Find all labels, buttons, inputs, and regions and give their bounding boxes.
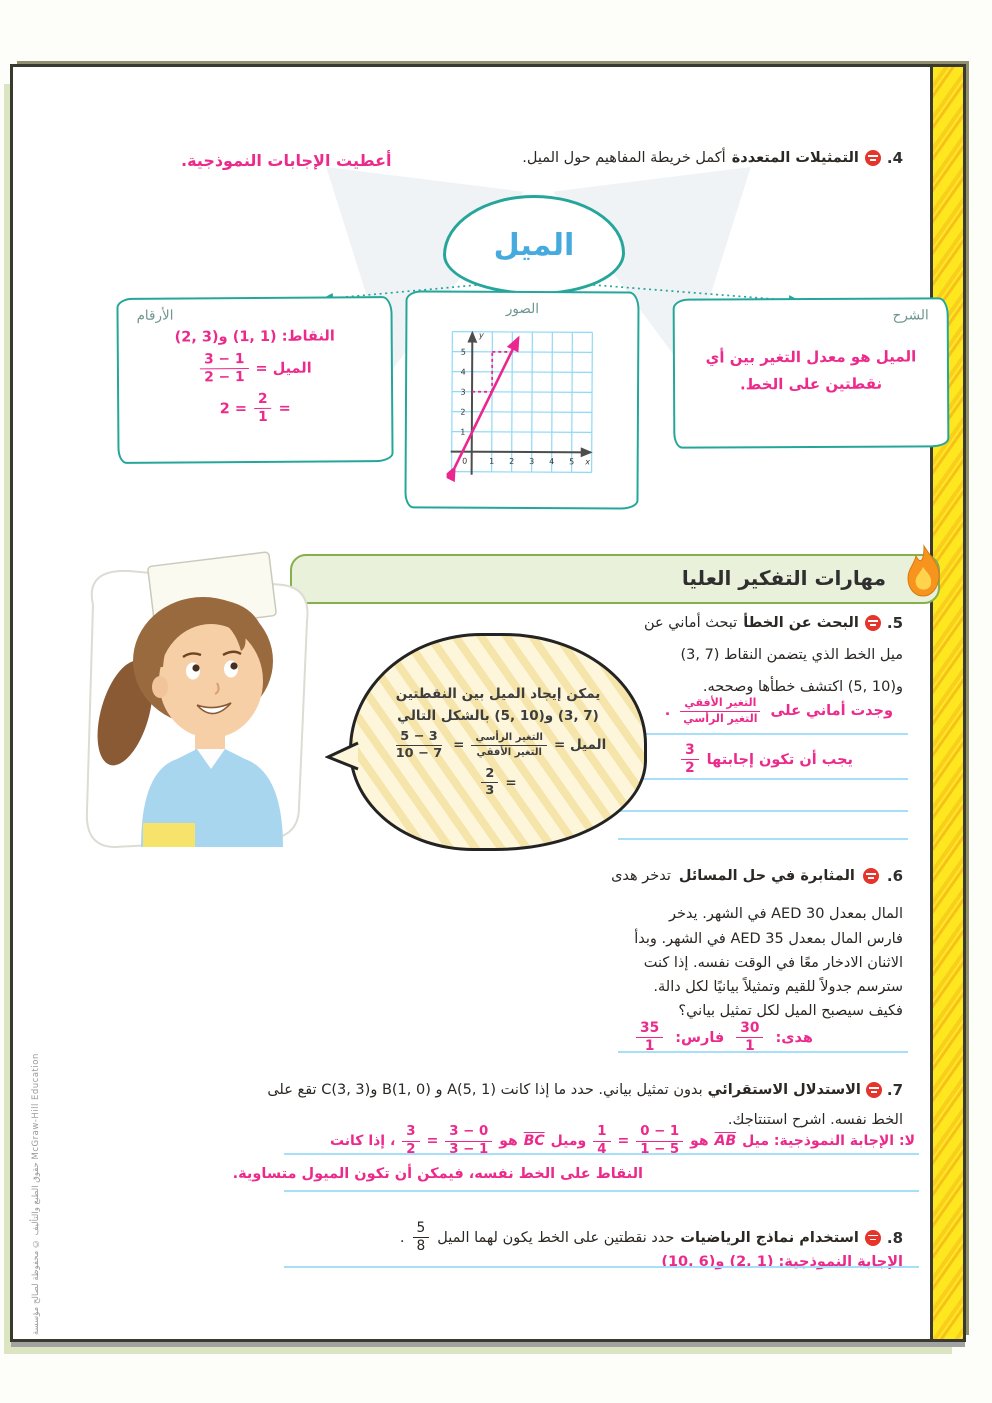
q7-line2: الخط نفسه. اشرح استنتاجك. [727, 1112, 903, 1128]
slope-equation-2 [220, 392, 291, 426]
q6-answer: هدى: $\frac{30}{1}$ فارس: $\frac{35}{1}$ [634, 1021, 813, 1054]
segment-BC: $\overline{BC}$ [523, 1133, 545, 1150]
standard-badge-icon [866, 1082, 882, 1098]
numbers-box [116, 296, 393, 464]
copyright-vertical: حقوق الطبع والتأليف © محفوظة لصالح مؤسسة McGraw-Hill Education [31, 1053, 41, 1335]
points-line: النقاط: ‪(1, 1)‬ و‪(2, 3)‬ [174, 328, 335, 346]
girl-illustration [71, 545, 345, 863]
x-axis [451, 452, 591, 453]
explain-text: الميل هو معدل التغير بين أي نقطتين على الخط. [705, 347, 917, 394]
q6-line6: فكيف سيصبح الميل لكل تمثيل بياني؟ [678, 1003, 903, 1019]
q6-header [611, 867, 903, 885]
slope-graph [447, 327, 598, 488]
answer-line [618, 1051, 908, 1053]
q5-line1: تبحث أماني عن [643, 615, 738, 631]
fraction: $\frac{0 - 1}{1 - 5}$ [636, 1125, 683, 1157]
fraction: $\frac{2}{1}$ [254, 392, 272, 425]
x-axis-label: x [585, 457, 591, 467]
q7-number: 7. [886, 1081, 903, 1099]
q6-line4: الاثنان الادخار معًا في الوقت نفسه. إذا كنت [643, 955, 903, 971]
slope-equation-1 [198, 352, 312, 386]
svg-text:3: 3 [529, 457, 535, 467]
answer-line [284, 1153, 919, 1155]
fraction: $\frac{2}{3}$ [481, 767, 498, 798]
q6-line2: المال بمعدل ‪AED 30‬ في الشهر. يدخر [668, 906, 903, 922]
flame-icon [904, 543, 944, 601]
explain-box [673, 297, 950, 448]
worksheet-page [10, 64, 966, 1342]
q4-header [522, 149, 903, 167]
shirt-hem [143, 823, 195, 847]
q6-title: المثابرة في حل المسائل [678, 868, 855, 884]
equals-sign: = [278, 400, 291, 417]
face [159, 624, 263, 738]
q8-line1b: . [399, 1229, 405, 1246]
fraction: $\frac{\text{التغير الأفقي}}{\text{التغير الرأسي}}$ [679, 697, 761, 725]
answer-line [618, 733, 908, 735]
svg-text:1: 1 [460, 427, 466, 437]
fraction: $\frac{35}{1}$ [636, 1021, 663, 1054]
standard-badge-icon [863, 868, 879, 884]
q7-line1: بدون تمثيل بياني. حدد ما إذا كانت ‪A(5, 1)‬ و ‪B(1, 0)‬ و‪C(3, 3)‬ تقع على [267, 1082, 703, 1098]
answer-line [618, 810, 908, 812]
q8-answer: الإجابة النموذجية: ‪(2, 1)‬ و‪(10, 6)‬ [661, 1254, 903, 1270]
q4-prompt: أكمل خريطة المفاهيم حول الميل. [522, 150, 726, 166]
q6-line3: فارس المال بمعدل ‪AED 35‬ في الشهر. وبدأ [634, 931, 903, 947]
answer-line [284, 1266, 919, 1268]
answer-line [618, 838, 908, 840]
q7-header [267, 1081, 903, 1099]
svg-text:4: 4 [460, 367, 466, 377]
standard-badge-icon [865, 150, 881, 166]
q4-title: التمثيلات المتعددة [731, 150, 859, 166]
pictures-box-label: الصور [505, 300, 540, 318]
page-edge-stripe [930, 67, 963, 1339]
answer-line [284, 1190, 919, 1192]
svg-text:2: 2 [460, 407, 466, 417]
q7-answer-line2: النقاط على الخط نفسه، فيمكن أن تكون الميول متساوية. [232, 1166, 643, 1182]
section-header [290, 554, 940, 604]
slope-oval-label: الميل [493, 227, 575, 263]
q5-line3: و‪(5, 10)‬ اكتشف خطأها وصححه. [702, 679, 903, 695]
y-axis-label: y [478, 330, 484, 340]
numbers-box-label: الأرقام [136, 307, 174, 324]
q8-title: استخدام نماذج الرياضيات [680, 1229, 859, 1246]
ear [152, 676, 168, 698]
fraction: $\frac{\text{التغير الرأسي}}{\text{التغير الأفقي}}$ [471, 732, 546, 758]
standard-badge-icon [865, 1230, 881, 1246]
svg-text:3: 3 [460, 387, 466, 397]
q6-number: 6. [886, 867, 903, 885]
svg-text:4: 4 [549, 457, 555, 467]
svg-text:2: 2 [509, 456, 515, 466]
standard-badge-icon [865, 615, 881, 631]
q5-header [644, 614, 903, 632]
q5-answer-part1: وجدت أماني على $\frac{\text{التغير الأفقي}}{\text{التغير الرأسي}}$ . [664, 696, 893, 725]
bubble-equation: الميل = $\frac{\text{التغير الرأسي}}{\text{التغير الأفقي}}$ = $\frac{5 - 3}{10 - 7}$ [390, 730, 607, 761]
y-axis [472, 333, 473, 475]
fraction: $\frac{3}{2}$ [402, 1125, 419, 1157]
svg-text:1: 1 [489, 456, 495, 466]
svg-text:5: 5 [569, 457, 575, 467]
fraction: $\frac{5 - 3}{10 - 7}$ [395, 728, 443, 761]
q5-line2: ميل الخط الذي يتضمن النقاط ‪(3, 7)‬ [680, 647, 903, 663]
pictures-box [404, 290, 639, 509]
q6-line1: تدخر هدى [611, 868, 671, 884]
q4-number: 4. [886, 149, 903, 167]
answer-line [618, 778, 908, 780]
fraction: $\frac{1}{4}$ [593, 1125, 610, 1157]
explain-box-label: الشرح [892, 307, 929, 324]
fraction: $\frac{30}{1}$ [736, 1021, 763, 1054]
slope-line [455, 338, 519, 468]
bubble-line-2: ‪(3, 7)‬ و‪(5, 10)‬ بالشكل التالي [397, 707, 599, 724]
q7-title: الاستدلال الاستقرائي [707, 1082, 861, 1098]
q5-answer-part2: يجب أن تكون إجابتها $\frac{3}{2}$ [679, 743, 853, 776]
fraction: $\frac{3}{2}$ [681, 743, 699, 776]
q7-answer-line1: لا: الإجابة النموذجية: ميل $\overline{AB}$ هو $\frac{0 - 1}{1 - 5}$ = $\frac{1}{4}$ وميل $\overline{BC}$ هو $\frac{3 - 0}{3 - 1}$ = $\frac{3}{2}$ ، إذا كانت [329, 1124, 915, 1157]
svg-text:5: 5 [460, 347, 466, 357]
q5-title: البحث عن الخطأ [743, 615, 859, 631]
slope-eq-label: الميل = [255, 360, 312, 377]
fraction: $\frac{3 - 0}{3 - 1}$ [445, 1125, 492, 1157]
numbers-box-content [129, 328, 382, 454]
bubble-result: = $\frac{2}{3}$ [479, 767, 516, 798]
q5-number: 5. [886, 614, 903, 632]
origin-label: 0 [462, 456, 468, 466]
q6-line5: سترسم جدولاً للقيم وتمثيلاً بيانيًا لكل دالة. [653, 979, 903, 995]
q4-answer-note: أعطيت الإجابات النموذجية. [181, 151, 392, 170]
slope-result: = 2 [219, 401, 248, 418]
q8-header [400, 1221, 903, 1254]
segment-AB: $\overline{AB}$ [714, 1133, 737, 1150]
q8-number: 8. [886, 1228, 903, 1247]
fraction: $\frac{3 - 1}{2 - 1}$ [200, 352, 249, 386]
q8-line1a: حدد نقطتين على الخط يكون لهما الميل [437, 1229, 675, 1246]
fraction: $\frac{5}{8}$ [413, 1221, 430, 1254]
section-title: مهارات التفكير العليا [681, 566, 886, 590]
speech-bubble [349, 633, 647, 851]
bubble-line-1: يمكن إيجاد الميل بين النقطتين [395, 685, 601, 702]
